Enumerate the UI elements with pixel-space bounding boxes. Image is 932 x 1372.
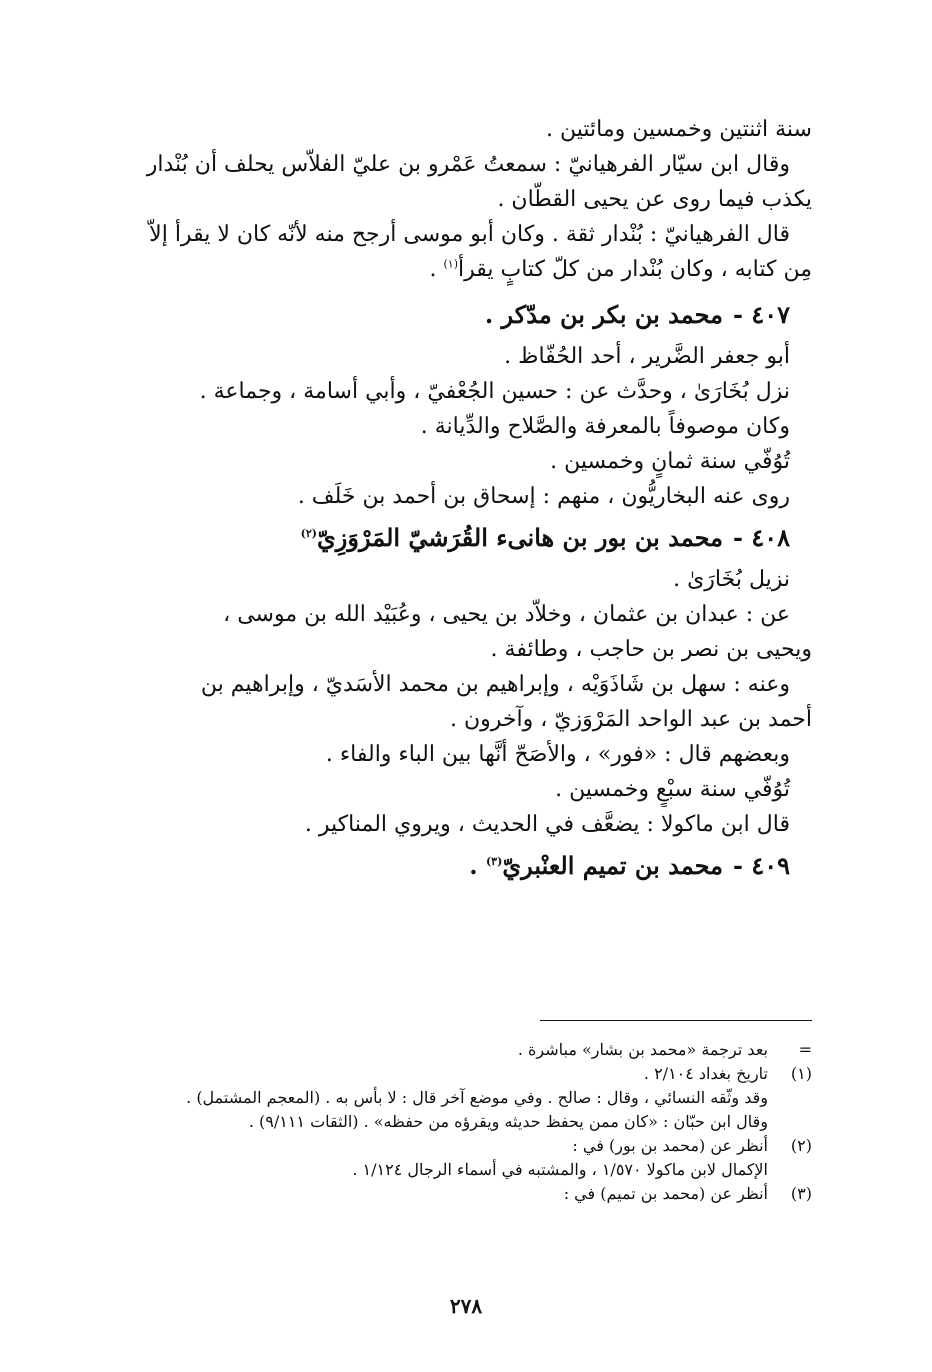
entry-heading: ٤٠٩ -محمد بن تميم العنْبريّ$^{(٣)}$ .	[469, 851, 790, 880]
footnote-line	[100, 1062, 812, 1086]
footnote-line	[100, 1158, 812, 1182]
footnote-ref: (١)	[443, 257, 458, 271]
text-line: مِن كتابه ، وكان بُنْدار من كلّ كتابٍ يقرأ$^{(١)}$ .	[429, 257, 812, 282]
footnote-text: الإكمال لابن ماكولا ١/٥٧٠ ، والمشتبه في أسماء الرجال ١/١٢٤ .	[352, 1160, 768, 1179]
footnote-marker: (١)	[790, 1064, 812, 1083]
footnote-text: بعد ترجمة «محمد بن بشار» مباشرة .	[517, 1040, 768, 1059]
footnote-ref: (٢)	[300, 527, 317, 540]
entry-name: محمد بن بور بن هانىء القُرَشيّ المَرْوَزِيّ	[317, 523, 723, 552]
footnote-text: وقد وثّقه النسائي ، وقال : صالح . وفي موضع آخر قال : لا بأس به . (المعجم المشتمل) .	[186, 1088, 768, 1107]
main-text	[78, 112, 812, 890]
entry-number: ٤٠٩ -	[733, 851, 790, 880]
footnote-text: أنظر عن (محمد بن بور) في :	[572, 1136, 768, 1155]
page-number: ٢٧٨	[449, 1294, 483, 1318]
footnote-line	[100, 1110, 812, 1134]
entry-name: محمد بن تميم العنْبريّ	[502, 851, 723, 880]
footnote-line	[100, 1134, 812, 1158]
text-line: وعنه : سهل بن شَاذَوَيْه ، وإبراهيم بن محمد الأسَديّ ، وإبراهيم بن	[200, 672, 790, 697]
text-line: قال ابن ماكولا : يضعَّف في الحديث ، ويروي المناكير .	[304, 812, 790, 837]
footnote-marker: (٣)	[790, 1184, 812, 1203]
footnote-marker: (٢)	[790, 1136, 812, 1155]
entry-name: محمد بن بكر بن مدّكر .	[484, 300, 723, 329]
entry-number: ٤٠٧ -	[733, 300, 790, 329]
footnote-line	[100, 1038, 812, 1062]
footnote-marker	[768, 1110, 812, 1134]
text-line: أحمد بن عبد الواحد المَرْوَزيّ ، وآخرون .	[449, 707, 812, 732]
footnote-line	[100, 1182, 812, 1206]
footnotes	[100, 1038, 812, 1206]
footnote-text: أنظر عن (محمد بن تميم) في :	[563, 1184, 768, 1203]
text-line: وبعضهم قال : «فور» ، والأصَحّ أنَّها بين الباء والفاء .	[325, 742, 790, 767]
entry-number: ٤٠٨ -	[733, 523, 790, 552]
text-line: وقال ابن سيّار الفرهيانيّ : سمعتُ عَمْرو بن عليّ الفلاّس يحلف أن بُنْدار	[146, 152, 790, 177]
text-line: تُوُفّي سنة ثمانٍ وخمسين .	[550, 449, 790, 474]
footnote-text: تاريخ بغداد ٢/١٠٤ .	[643, 1064, 768, 1083]
text-line: عن : عبدان بن عثمان ، وخلاّد بن يحيى ، وعُبَيْد الله بن موسى ،	[223, 602, 790, 627]
footnote-marker: =	[798, 1040, 812, 1059]
text-line: نزل بُخَارَىٰ ، وحدَّث عن : حسين الجُعْفيّ ، وأبي أسامة ، وجماعة .	[199, 379, 790, 404]
text-line: أبو جعفر الضَّرير ، أحد الحُفّاظ .	[504, 344, 790, 369]
text-line: يكذب فيما روى عن يحيى القطّان .	[497, 187, 812, 212]
footnote-text: وقال ابن حبّان : «كان ممن يحفظ حديثه ويقرؤه من حفظه» . (الثقات ٩/١١١) .	[248, 1112, 768, 1131]
text-line: ويحيى بن نصر بن حاجب ، وطائفة .	[490, 637, 812, 662]
footnote-marker	[768, 1158, 812, 1182]
entry-heading	[78, 295, 812, 335]
text-line: وكان موصوفاً بالمعرفة والصَّلاح والدِّيانة .	[420, 414, 790, 439]
footnote-ref: (٣)	[485, 855, 503, 868]
text-line: سنة اثنتين وخمسين ومائتين .	[546, 117, 812, 142]
text-line: نزيل بُخَارَىٰ .	[673, 567, 790, 592]
footnote-separator	[540, 1020, 812, 1021]
text-line: روى عنه البخاريُّون ، منهم : إسحاق بن أحمد بن خَلَف .	[297, 484, 790, 509]
text-line: تُوُفّي سنة سبْعٍ وخمسين .	[555, 777, 790, 802]
footnote-marker	[768, 1086, 812, 1110]
text-span: مِن كتابه ، وكان بُنْدار من كلّ كتابٍ يقرأ	[457, 257, 812, 282]
text-line: قال الفرهيانيّ : بُنْدار ثقة . وكان أبو موسى أرجح منه لأنّه كان لا يقرأ إلاّ	[149, 222, 790, 247]
entry-heading	[78, 518, 812, 558]
footnote-line	[100, 1086, 812, 1110]
